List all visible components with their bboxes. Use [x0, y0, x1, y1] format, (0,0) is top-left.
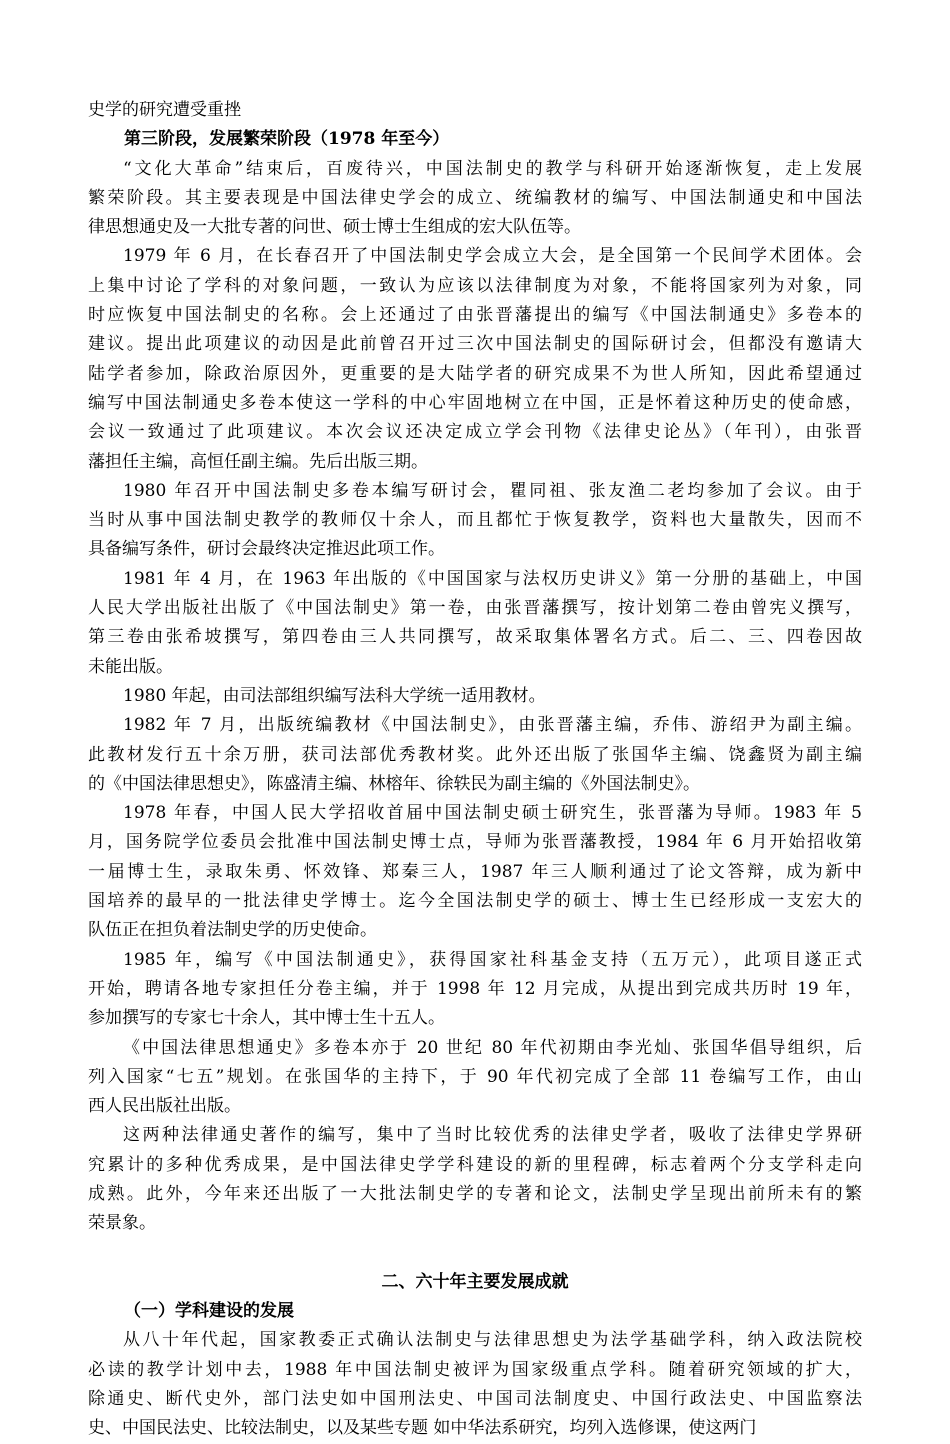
paragraph [88, 1121, 862, 1238]
paragraph-line: 必读的教学计划中去，1988 年中国法制史被评为国家级重点学科。随着研究领域的扩大， [88, 1359, 862, 1380]
paragraph-line: 从八十年代起，国家教委正式确认法制史与法律思想史为法学基础学科，纳入政法院校 [123, 1330, 862, 1351]
paragraph [88, 1034, 862, 1122]
intro-line: 史学的研究遭受重挫 [88, 100, 241, 120]
subsection1-title: （一）学科建设的发展 [124, 1301, 294, 1322]
paragraph-line: 1979 年 6 月，在长春召开了中国法制史学会成立大会，是全国第一个民间学术团体。会 [123, 246, 862, 267]
paragraph [88, 682, 862, 711]
paragraph [88, 477, 862, 565]
paragraph-line: “文化大革命”结束后，百废待兴，中国法制史的教学与科研开始逐渐恢复，走上发展 [123, 158, 862, 179]
paragraph-line: 《中国法律思想通史》多卷本亦于 20 世纪 80 年代初期由李光灿、张国华倡导组织，后 [123, 1037, 862, 1058]
section-gap [88, 1239, 862, 1268]
paragraph-line: 成熟。此外，今年来还出版了一大批法制史学的专著和论文，法制史学呈现出前所未有的繁 [88, 1183, 862, 1204]
paragraph-line: 开始，聘请各地专家担任分卷主编，并于 1998 年 12 月完成，从提出到完成共历时 19 年， [88, 978, 862, 999]
paragraph-line: 西人民出版社出版。 [88, 1096, 241, 1117]
paragraph-line: 国培养的最早的一批法律史学博士。迄今全国法制史学的硕士、博士生已经形成一支宏大的 [88, 891, 862, 912]
paragraph-line: 具备编写条件，研讨会最终决定推迟此项工作。 [88, 539, 445, 560]
document-page [88, 96, 862, 1444]
final-paragraph [88, 1326, 862, 1443]
paragraph-line: 繁荣阶段。其主要表现是中国法律史学会的成立、统编教材的编写、中国法制通史和中国法 [88, 187, 862, 208]
paragraph-line: 1985 年，编写《中国法制通史》，获得国家社科基金支持（五万元），此项目遂正式 [123, 949, 862, 970]
paragraph-line: 第三卷由张希坡撰写，第四卷由三人共同撰写，故采取集体署名方式。后二、三、四卷因故 [88, 627, 862, 648]
paragraph-line: 1980 年起，由司法部组织编写法科大学统一适用教材。 [123, 685, 546, 706]
paragraph-line: 编写中国法制通史多卷本使这一学科的中心牢固地树立在中国，正是怀着这种历史的使命感， [88, 392, 862, 413]
paragraph-line: 一届博士生，录取朱勇、怀效锋、郑秦三人，1987 年三人顺利通过了论文答辩，成为新中 [88, 861, 862, 882]
paragraph [88, 155, 862, 243]
paragraph-line: 陆学者参加，除政治原因外，更重要的是大陆学者的研究成果不为世人所知，因此希望通过 [88, 363, 862, 384]
section2-title: 二、六十年主要发展成就 [381, 1271, 569, 1292]
paragraph-line: 此教材发行五十余万册，获司法部优秀教材奖。此外还出版了张国华主编、饶鑫贤为副主编 [88, 744, 862, 765]
paragraph-line: 1981 年 4 月，在 1963 年出版的《中国国家与法权历史讲义》第一分册的基础上，中国 [123, 568, 862, 589]
paragraph-line: 的《中国法律思想史》，陈盛清主编、林榕年、徐轶民为副主编的《外国法制史》。 [88, 773, 700, 794]
paragraph-line: 史、中国民法史、比较法制史，以及某些专题 如中华法系研究，均列入选修课，使这两门 [88, 1418, 757, 1439]
paragraph [88, 946, 862, 1034]
paragraph [88, 711, 862, 799]
paragraph-line: 律思想通史及一大批专著的问世、硕士博士生组成的宏大队伍等。 [88, 217, 581, 238]
paragraph-line: 人民大学出版社出版了《中国法制史》第一卷，由张晋藩撰写，按计划第二卷由曾宪义撰写， [88, 598, 862, 619]
paragraph [88, 1326, 862, 1443]
paragraph-line: 未能出版。 [88, 656, 173, 677]
paragraph [88, 565, 862, 682]
paragraph-line: 究累计的多种优秀成果，是中国法律史学学科建设的新的里程碑，标志着两个分支学科走向 [88, 1154, 862, 1175]
paragraph-line: 当时从事中国法制史教学的教师仅十余人，而且都忙于恢复教学，资料也大量散失，因而不 [88, 510, 862, 531]
paragraph-line: 上集中讨论了学科的对象问题，一致认为应该以法律制度为对象，不能将国家列为对象，同 [88, 275, 862, 296]
paragraph-line: 1982 年 7 月，出版统编教材《中国法制史》，由张晋藩主编，乔伟、游绍尹为副主编。 [123, 715, 862, 736]
paragraph-line: 时应恢复中国法制史的名称。会上还通过了由张晋藩提出的编写《中国法制通史》多卷本的 [88, 305, 862, 326]
paragraph-line: 1978 年春，中国人民大学招收首届中国法制史硕士研究生，张晋藩为导师。1983 年 5 [123, 803, 862, 824]
paragraph-line: 藩担任主编，高恒任副主编。先后出版三期。 [88, 451, 428, 472]
paragraph-line: 这两种法律通史著作的编写，集中了当时比较优秀的法律史学者，吸收了法律史学界研 [123, 1125, 862, 1146]
paragraph-line: 除通史、断代史外，部门法史如中国刑法史、中国司法制度史、中国行政法史、中国监察法 [88, 1389, 862, 1410]
paragraph-list [88, 155, 862, 1239]
stage3-heading: 第三阶段，发展繁荣阶段（1978 年至今） [124, 129, 450, 150]
paragraph-line: 建议。提出此项建议的动因是此前曾召开过三次中国法制史的国际研讨会，但都没有邀请大 [88, 334, 862, 355]
paragraph-line: 月，国务院学位委员会批准中国法制史博士点，导师为张晋藩教授，1984 年 6 月开始招收第 [88, 832, 862, 853]
paragraph-line: 队伍正在担负着法制史学的历史使命。 [88, 920, 377, 941]
paragraph-line: 1980 年召开中国法制史多卷本编写研讨会，瞿同祖、张友渔二老均参加了会议。由于 [123, 480, 862, 501]
paragraph-line: 列入国家“七五”规划。在张国华的主持下，于 90 年代初完成了全部 11 卷编写工作，由山 [88, 1066, 862, 1087]
paragraph-line: 荣景象。 [88, 1213, 156, 1234]
paragraph [88, 242, 862, 476]
paragraph [88, 799, 862, 945]
paragraph-line: 会议一致通过了此项建议。本次会议还决定成立学会刊物《法律史论丛》（年刊），由张晋 [88, 422, 862, 443]
paragraph-line: 参加撰写的专家七十余人，其中博士生十五人。 [88, 1008, 445, 1029]
